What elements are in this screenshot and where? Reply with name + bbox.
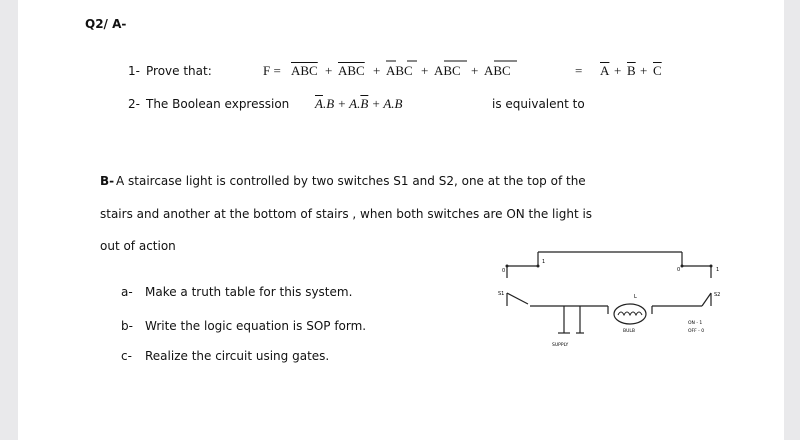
term-2-a-bar: $\overline{ABC}$: [338, 63, 365, 78]
plus-sign: +: [325, 63, 333, 78]
switch-label: S1: [498, 291, 505, 297]
bulb-label: BULB: [623, 329, 635, 334]
task-number: a-: [121, 285, 133, 299]
term-5: ABC: [484, 63, 511, 78]
plus-sign: +: [421, 63, 429, 78]
term-3: ABC: [386, 63, 413, 78]
paragraph-line: A staircase light is controlled by two switches S1 and S2, one at the top of the: [116, 174, 586, 188]
lamp-label: L: [634, 294, 637, 300]
item-1-lhs: F =: [263, 63, 281, 78]
paragraph-line: out of action: [100, 239, 176, 253]
term-1-overbar: $\overline{ABC}$: [291, 63, 318, 78]
part-b-label: B-: [100, 174, 115, 188]
document-page: [18, 0, 784, 440]
terminal-label: 0: [502, 268, 506, 274]
term-3-bars: [386, 60, 422, 64]
rhs-a-bar: $\overline{A}$: [600, 63, 610, 78]
task-text: Write the logic equation is SOP form.: [145, 319, 367, 333]
equals-sign: =: [575, 63, 583, 78]
staircase-circuit-diagram: [480, 238, 740, 358]
item-2-tail: is equivalent to: [492, 97, 585, 111]
rhs-c-bar: $\overline{C}$: [653, 63, 662, 78]
terminal-label: 0: [677, 267, 681, 273]
switch-s2-lever: [702, 293, 711, 306]
state-on-label: ON - 1: [688, 321, 703, 326]
task-number: c-: [121, 349, 132, 363]
state-off-label: OFF - 0: [688, 329, 705, 334]
switch-s1-lever: [507, 293, 528, 304]
supply-label: SUPPLY: [552, 343, 569, 348]
boolean-expression: $\overline{A}.B + A.\overline{B} + A.B$: [315, 96, 403, 111]
question-heading: Q2/ A-: [85, 17, 127, 31]
terminal-dots: [506, 265, 713, 268]
item-2-text: The Boolean expression: [146, 97, 290, 111]
term-5-bars: [484, 60, 520, 64]
bulb-symbol: [614, 304, 646, 324]
plus-sign: +: [614, 63, 622, 78]
term-4: ABC: [434, 63, 461, 78]
terminal-label: 1: [542, 259, 546, 265]
rhs-b-bar: $\overline{B}$: [627, 63, 636, 78]
item-2-number: 2-: [128, 97, 140, 111]
switch-levers: [507, 293, 711, 306]
item-1-prefix: Prove that:: [146, 64, 212, 78]
term-4-bars: [434, 60, 470, 64]
terminal-label: 1: [716, 267, 720, 273]
plus-sign: +: [373, 63, 381, 78]
task-number: b-: [121, 319, 133, 333]
task-text: Realize the circuit using gates.: [145, 349, 330, 363]
plus-sign: +: [640, 63, 648, 78]
plus-sign: +: [471, 63, 479, 78]
paragraph-line: stairs and another at the bottom of stairs , when both switches are ON the light is: [100, 207, 593, 221]
task-text: Make a truth table for this system.: [145, 285, 353, 299]
circuit-wires: [507, 252, 711, 333]
term-2: [338, 64, 365, 77]
item-1-number: 1-: [128, 64, 140, 78]
switch-label: S2: [714, 292, 721, 298]
